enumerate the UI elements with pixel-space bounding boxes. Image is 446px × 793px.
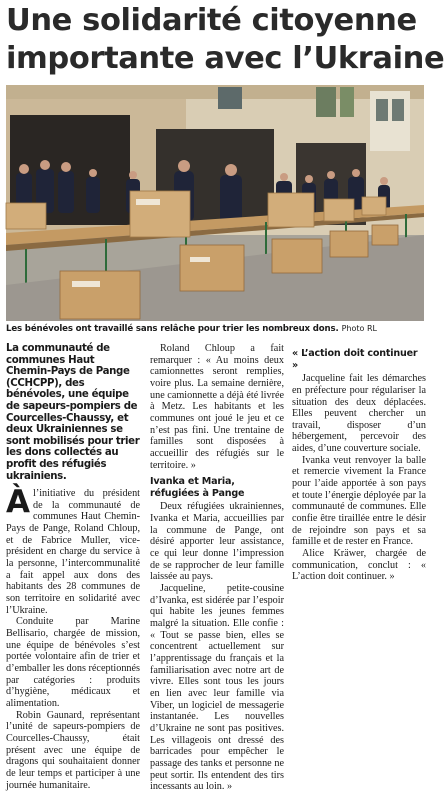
paragraph-6: Jacqueline, petite-cousine d’Ivanka, est sidérée par l’espoir qui habite les jeunes femmes malgré la situation. Elle confie : « Tout se passe bien, elles se concentrent actuellement sur l’apprentissage du français et la familiarisation avec notre art de vivre. Elles sont tous les jours en lien avec leur famille via Viber, un logiciel de messagerie instantanée. Les nouvelles d’Ukraine ne sont pas positives. Les villageois ont dressé des barricades pour empêcher le passage des tanks et personne ne peut sortir. Ils entendent des tirs incessants au loin. » — [150, 583, 284, 793]
article-column-2 — [150, 343, 284, 793]
article-headline — [6, 2, 445, 78]
drop-cap: À — [6, 484, 30, 521]
paragraph-7: Jacqueline fait les démarches en préfecture pour régulariser la situation des deux déplacées. Elles peuvent chercher un travail, disposer d’un hébergement, percevoir des aides, d’une couverture sociale. — [292, 373, 426, 455]
paragraph-9: Alice Kräwer, chargée de communication, conclut : « L’action doit continuer. » — [292, 548, 426, 583]
paragraph-1 — [6, 484, 140, 616]
headline-line-1: Une solidarité citoyenne — [6, 3, 417, 38]
volunteers-sorting-photo — [6, 85, 424, 321]
article-lead: La communauté de communes Haut Chemin-Pays de Pange (CCHCPP), des bénévoles, une équipe de sapeurs-pompiers de Courcelles-Chaussy, et deux Ukrainiennes se sont mobilisés pour trier les dons collectés au profit des réfugiés ukrainiens. — [6, 343, 140, 482]
article-column-3 — [292, 343, 426, 700]
photo-credit: Photo RL — [341, 324, 377, 333]
subheading-2: « L’action doit continuer » — [292, 348, 418, 371]
paragraph-2: Conduite par Marine Bellisario, chargée de mission, une équipe de bénévoles s’est portée volontaire afin de trier et d’emballer les dons réceptionnés par catégories : produits d’hygiène, médicaux et alimentation. — [6, 616, 140, 709]
paragraph-3: Robin Gaunard, représentant l’unité de sapeurs-pompiers de Courcelles-Chaussy, était présent avec une équipe de dragons qui souhaitaient donner de leur temps et participer à une journée humanitaire. — [6, 709, 140, 791]
paragraph-1-text: l’initiative du président de la communauté de communes Haut Chemin-Pays de Pange, Roland Chloup, et de Fabrice Muller, vice-président en charge du service à la personne, l’intercommunalité a fait appel aux dons des habitants des 28 communes de son territoire en solidarité avec l’Ukraine. — [6, 488, 140, 616]
caption-text: Les bénévoles ont travaillé sans relâche pour trier les nombreux dons. — [6, 324, 339, 334]
subheading-1: Ivanka et Maria, réfugiées à Pange — [150, 476, 245, 499]
paragraph-8: Ivanka veut renvoyer la balle et remercie vivement la France pour l’aide apportée à son pays et toute l’énergie déployée par la communauté de communes. Elle confie être tiraillée entre le désir de rejoindre son pays et sa famille et de rester en France. — [292, 454, 426, 548]
paragraph-4: Roland Chloup a fait remarquer : « Au moins deux camionnettes seront remplies, voire plus. La semaine dernière, une camionnette a déjà été livrée à Metz. Les habitants et les communes ont joué le jeu et ce n’est pas fini. Une trentaine de familles sont disposées à accueillir des réfugiés sur le territoire. » — [150, 343, 284, 471]
article-photo — [6, 85, 424, 321]
headline-line-2: importante avec l’Ukraine — [6, 41, 445, 76]
photo-caption — [6, 322, 424, 336]
paragraph-5: Deux réfugiées ukrainiennes, Ivanka et Maria, accueillies par la commune de Pange, ont désiré apporter leur assistance, ce qui leur donne l’impression de se rapprocher de leur famille laissée au pays. — [150, 501, 284, 583]
article-column-1 — [6, 343, 140, 791]
